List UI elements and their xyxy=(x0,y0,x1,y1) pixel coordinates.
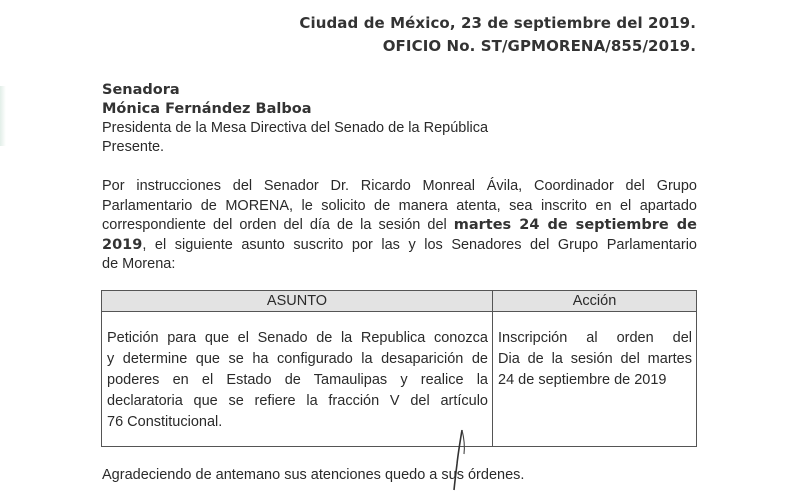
accion-line: 24 de septiembre de 2019 xyxy=(498,372,667,388)
body-line-4 xyxy=(102,236,697,256)
recipient-presente: Presente. xyxy=(102,139,165,155)
place-date: Ciudad de México, 23 de septiembre del 2019. xyxy=(299,14,696,32)
accion-cell xyxy=(493,312,697,447)
meeting-year-bold: 2019 xyxy=(102,236,143,253)
recipient-position: Presidenta de la Mesa Directiva del Senado de la República xyxy=(102,120,489,136)
header-asunto: ASUNTO xyxy=(102,291,493,312)
header-accion: Acción xyxy=(493,291,697,312)
body-line-1: Por instrucciones del Senador Dr. Ricardo Monreal Ávila, Coordinador del Grupo xyxy=(102,178,697,194)
asunto-line: poderes en el Estado de Tamaulipas y realice la xyxy=(107,372,488,388)
body-paragraph xyxy=(102,177,697,275)
body-line-4-text: , el siguiente asunto suscrito por las y los Senadores del Grupo Parlamentario xyxy=(142,236,697,253)
body-line-3 xyxy=(102,216,697,236)
scan-smudge xyxy=(0,86,6,146)
body-line-2: Parlamentario de MORENA, le solicito de manera atenta, sea inscrito en el apartado xyxy=(102,197,697,214)
asunto-line: y determine que se ha configurado la desaparición de xyxy=(107,351,488,367)
asunto-line: Petición para que el Senado de la Republica conozca xyxy=(107,330,488,346)
asunto-table xyxy=(101,290,697,447)
body-line-5: de Morena: xyxy=(102,256,176,272)
asunto-cell xyxy=(102,312,493,447)
meeting-date-bold: martes 24 de septiembre de xyxy=(453,217,697,233)
recipient-title: Senadora xyxy=(102,82,180,98)
accion-line: Dia de la sesión del martes xyxy=(498,351,692,367)
body-line-3-text: correspondiente del orden del día de la sesión del xyxy=(102,217,454,233)
accion-line: Inscripción al orden del xyxy=(498,330,692,346)
asunto-line: declaratoria que se refiere la fracción V del artículo xyxy=(107,393,488,409)
oficio-number: OFICIO No. ST/GPMORENA/855/2019. xyxy=(382,37,696,55)
asunto-line: 76 Constitucional. xyxy=(107,414,223,430)
recipient-name: Mónica Fernández Balboa xyxy=(102,101,312,117)
closing-line: Agradeciendo de antemano sus atenciones quedo a sus órdenes. xyxy=(102,467,525,483)
